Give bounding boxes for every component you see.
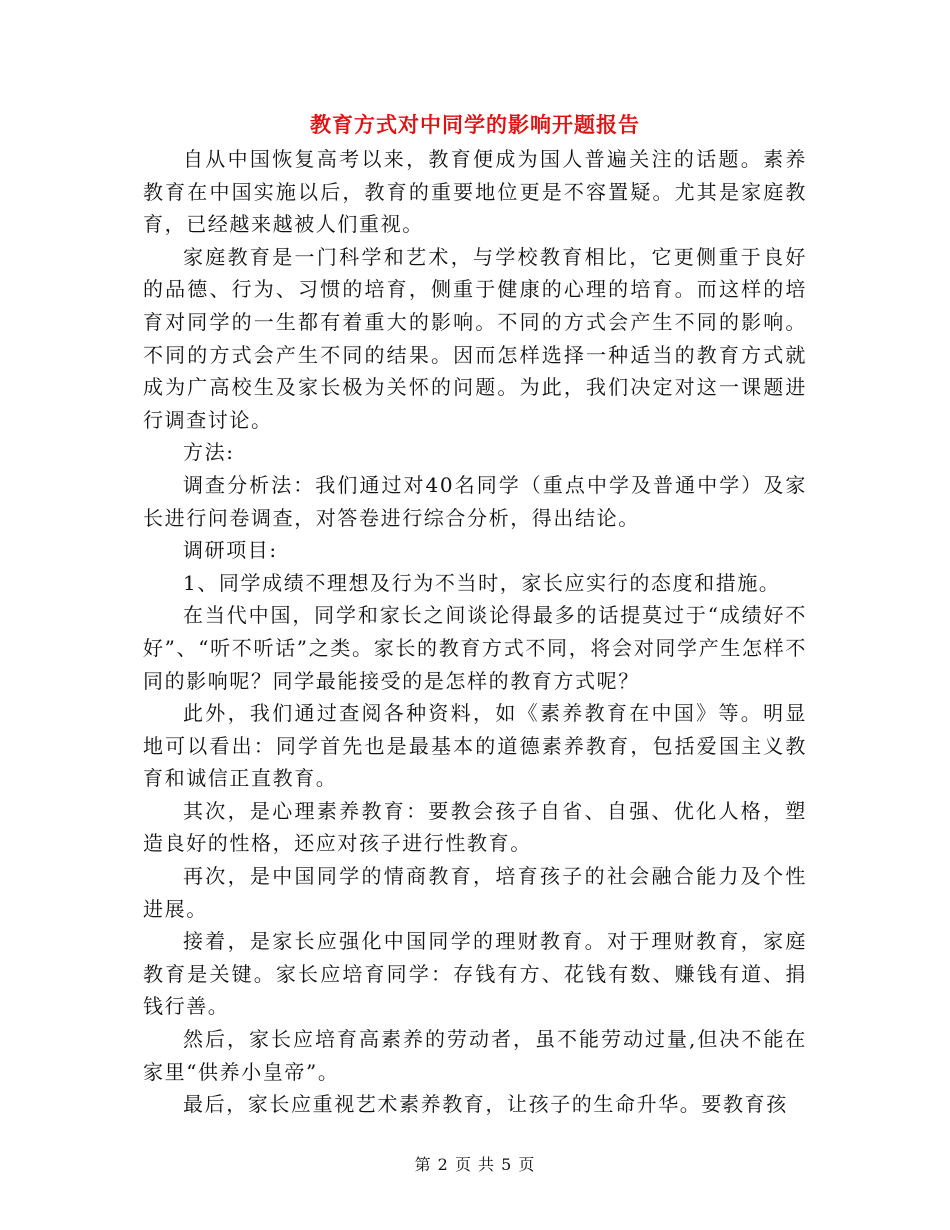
- document-title: 教育方式对中同学的影响开题报告: [310, 112, 640, 137]
- paragraph-method-heading: 方法:: [183, 440, 235, 465]
- paragraph-financial: 接着，是家长应强化中国同学的理财教育。对于理财教育，家庭教育是关键。家长应培育同学：存钱有方、花钱有数、赚钱有道、捐钱行善。: [143, 929, 807, 1019]
- paragraph-eq: 再次，是中国同学的情商教育，培育孩子的社会融合能力及个性进展。: [143, 864, 807, 921]
- paragraph-contemporary: 在当代中国，同学和家长之间谈论得最多的话提莫过于“成绩好不好”、“听不听话”之类。家长的教育方式不同，将会对同学产生怎样不同的影响呢？同学最能接受的是怎样的教育方式呢？: [143, 603, 807, 693]
- page-number-footer: 第 2 页 共 5 页: [414, 1155, 536, 1174]
- paragraph-family-education: 家庭教育是一门科学和艺术，与学校教育相比，它更侧重于良好的品德、行为、习惯的培育，侧重于健康的心理的培育。而这样的培育对同学的一生都有着重大的影响。不同的方式会产生不同的影响。不同的方式会产生不同的结果。因而怎样选择一种适当的教育方式就成为广高校生及家长极为关怀的问题。为此，我们决定对这一课题进行调查讨论。: [143, 244, 807, 432]
- document-body: [143, 143, 807, 1121]
- paragraph-intro: 自从中国恢复高考以来，教育便成为国人普遍关注的话题。素养教育在中国实施以后，教育的重要地位更是不容置疑。尤其是家庭教育，已经越来越被人们重视。: [143, 147, 807, 237]
- paragraph-labor: 然后，家长应培育高素养的劳动者，虽不能劳动过量,但决不能在家里“供养小皇帝”。: [143, 1027, 807, 1084]
- paragraph-item-1: 1、同学成绩不理想及行为不当时，家长应实行的态度和措施。: [183, 570, 781, 595]
- paragraph-survey-method: 调查分析法：我们通过对40名同学（重点中学及普通中学）及家长进行问卷调查，对答卷进行综合分析，得出结论。: [143, 472, 807, 530]
- paragraph-moral-education: 此外，我们通过查阅各种资料，如《素养教育在中国》等。明显地可以看出：同学首先也是最基本的道德素养教育，包括爱国主义教育和诚信正直教育。: [143, 701, 807, 791]
- paragraph-psychological: 其次，是心理素养教育：要教会孩子自省、自强、优化人格，塑造良好的性格，还应对孩子进行性教育。: [143, 798, 807, 856]
- paragraph-art: 最后，家长应重视艺术素养教育，让孩子的生命升华。要教育孩: [183, 1092, 788, 1117]
- paragraph-research-heading: 调研项目:: [183, 538, 278, 563]
